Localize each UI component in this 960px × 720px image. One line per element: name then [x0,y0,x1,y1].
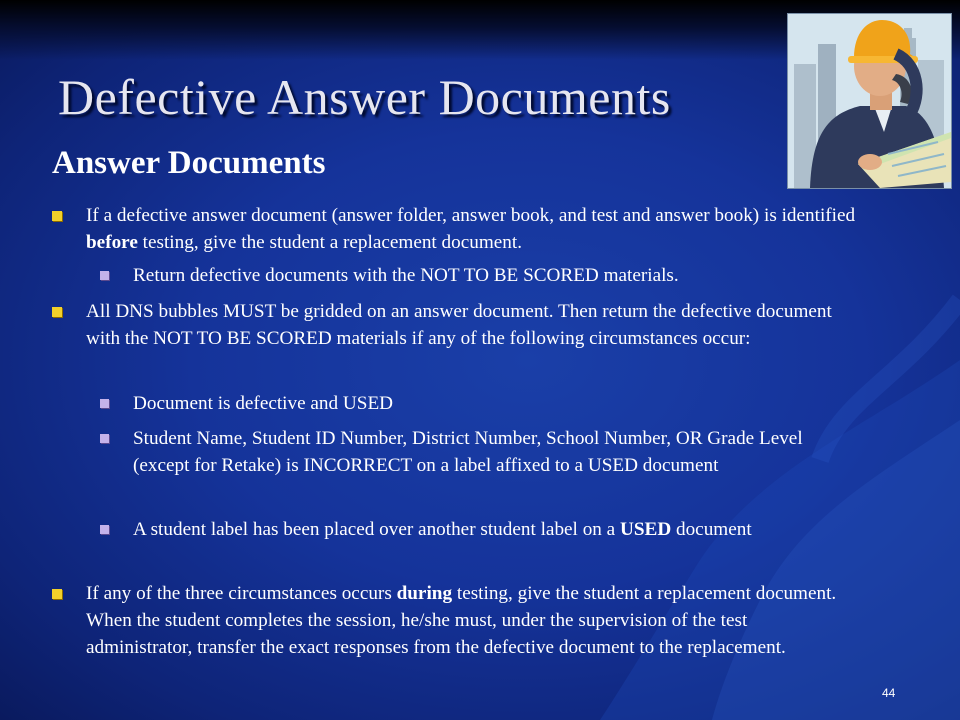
bullet-marker [52,307,62,317]
bullet-marker [52,211,62,221]
sub-bullet-marker [100,399,109,408]
bold-text: during [396,583,453,604]
bullet-text: testing, give the student a replacement document. When the student completes the session, he/she must, under the supervision of the test administrator, transfer the exact responses from the defective document to the replacement. [86,583,837,658]
sub-bullet-item [133,425,853,479]
bullet-text: testing, give the student a replacement document. [137,232,523,253]
bullet-marker [52,589,62,599]
bullet-text: document [671,519,752,540]
bullet-text: Student Name, Student ID Number, District Number, School Number, OR Grade Level (except for Retake) is INCORRECT on a label affixed to a USED document [133,428,803,476]
sub-bullet-item [133,516,853,543]
sub-bullet-item [133,262,853,289]
bullet-text: Document is defective and USED [133,393,394,414]
page-number: 44 [882,686,896,700]
bullet-item [86,202,856,256]
bullet-text: If a defective answer document (answer folder, answer book, and test and answer book) is identified [86,205,856,226]
sub-bullet-item [133,390,853,417]
sub-bullet-marker [100,434,109,443]
bullet-text: If any of the three circumstances occurs [86,583,397,604]
bullet-item [86,580,856,661]
bullet-text: All DNS bubbles MUST be gridded on an answer document. Then return the defective document with the NOT TO BE SCORED materials if any of the following circumstances occur: [86,301,832,349]
section-heading: Answer Documents [52,145,326,181]
sub-bullet-marker [100,525,109,534]
slide-title: Defective Answer Documents [58,69,671,125]
sub-bullet-marker [100,271,109,280]
bullet-text: Return defective documents with the NOT TO BE SCORED materials. [133,265,679,286]
bold-text: before [86,232,138,253]
bold-text: USED [620,519,672,540]
bullet-item [86,298,856,352]
bullet-text: A student label has been placed over another student label on a [133,519,620,540]
